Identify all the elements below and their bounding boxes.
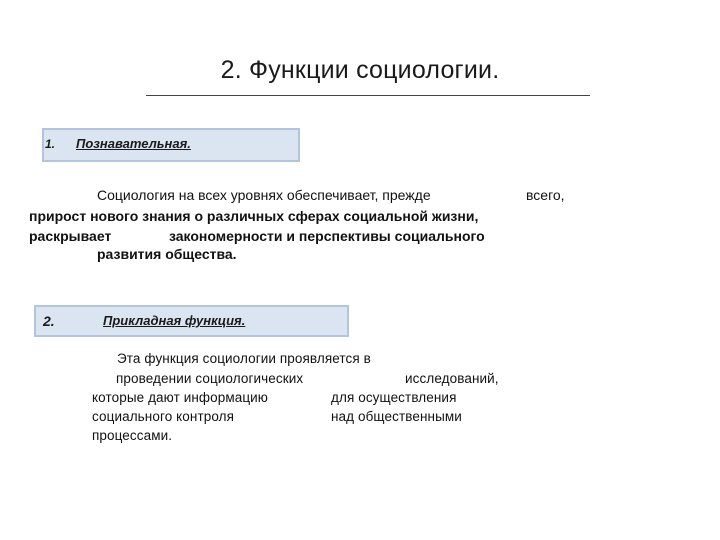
section-2-text-line: над общественными [331,409,462,424]
section-2-text-line: исследований, [405,371,499,386]
section-1-header-box [42,128,300,162]
section-1-number: 1. [45,137,56,151]
section-1-text-line: закономерности и перспективы социального [169,228,485,244]
section-1-text-line: Социология на всех уровнях обеспечивает, прежде [97,187,431,203]
section-2-text-line: для осуществления [331,390,457,405]
slide-title: 2. Функции социологии. [220,56,500,84]
section-2-text-line: социального контроля [92,409,235,424]
section-2-number: 2. [43,313,55,329]
section-2-text-line: проведении социологических [116,371,304,386]
section-1-heading: Познавательная. [76,136,191,151]
section-1-text-line: раскрывает [29,228,112,244]
section-2-header-box [34,305,349,337]
section-2-heading: Прикладная функция. [103,313,246,328]
section-2-text-line: Эта функция социологии проявляется в [117,351,371,366]
section-1-text-line: прирост нового знания о различных сферах социальной жизни, [29,208,479,224]
section-1-text-line: развития общества. [97,246,237,262]
section-1-text-line: всего, [526,187,565,203]
section-2-text-line: процессами. [92,428,173,443]
title-underline [146,95,590,96]
section-2-text-line: которые дают информацию [92,390,269,405]
